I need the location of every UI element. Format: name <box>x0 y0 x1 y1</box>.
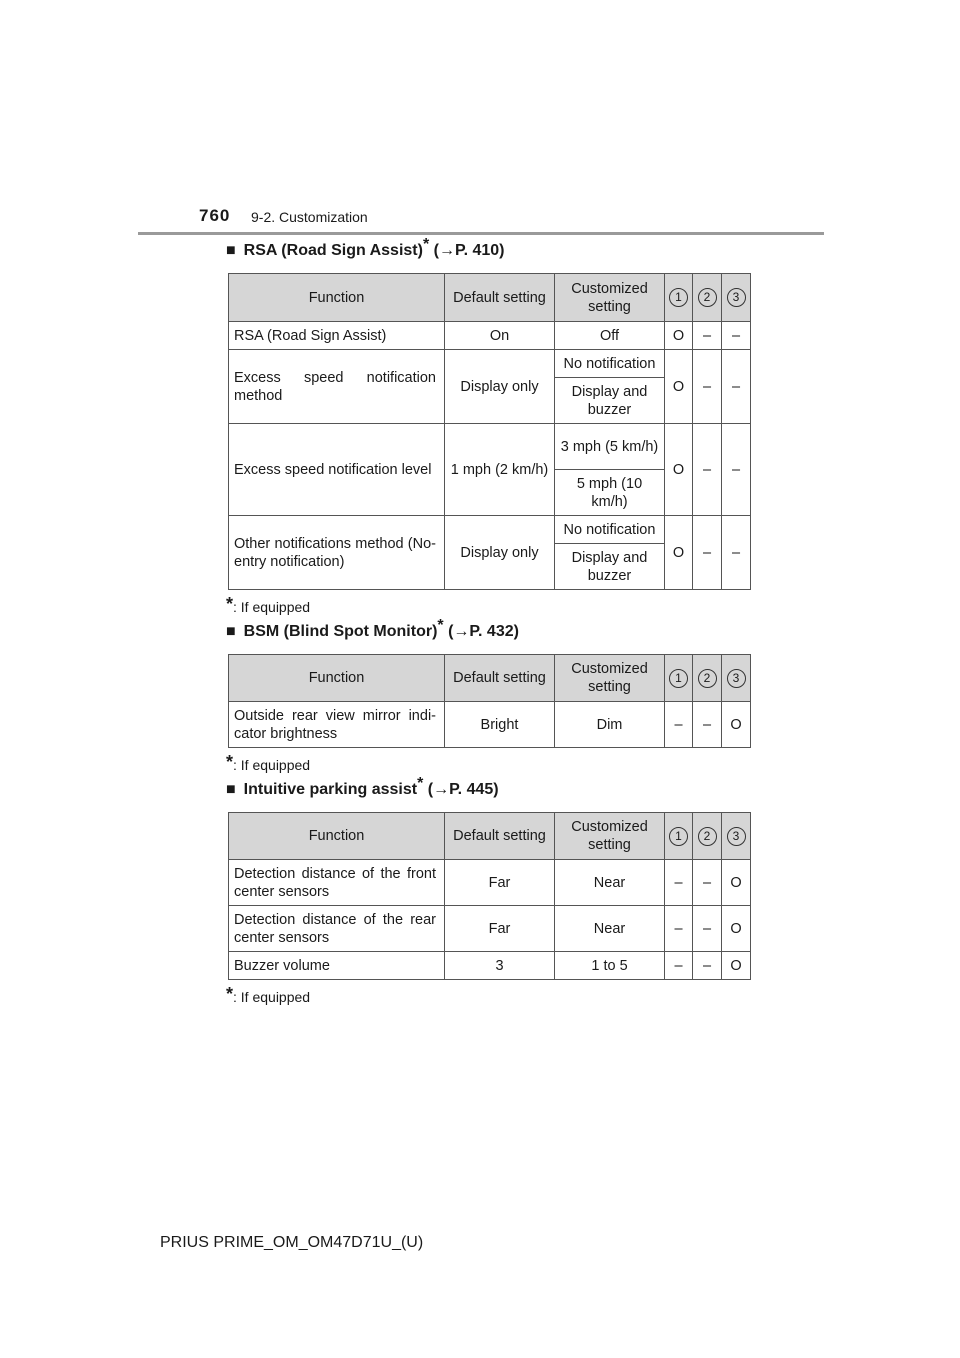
ipa-title: Intuitive parking assist <box>243 781 418 798</box>
square-bullet-icon: ■ <box>226 623 236 640</box>
function-cell: Excess speed notification method <box>229 350 445 424</box>
rsa-heading <box>226 236 505 260</box>
default-cell: Display only <box>445 516 555 590</box>
asterisk-mark: * <box>226 984 234 1004</box>
ipa-table <box>228 812 751 980</box>
circled-3-icon: 3 <box>727 288 746 307</box>
function-cell: Detection distance of the rear center sensors <box>229 906 445 952</box>
circled-2-icon: 2 <box>698 827 717 846</box>
circled-2-icon: 2 <box>698 288 717 307</box>
default-cell: Far <box>445 906 555 952</box>
table-row <box>229 516 751 544</box>
rsa-title: RSA (Road Sign Assist) <box>243 242 423 259</box>
custom-cell: Off <box>555 322 665 350</box>
circled-1-icon: 1 <box>669 827 688 846</box>
mark-cell-1: – <box>665 702 693 748</box>
header-divider <box>138 232 824 235</box>
asterisk-mark: * <box>417 775 424 792</box>
asterisk-mark: * <box>437 617 444 634</box>
circled-2-icon: 2 <box>698 669 717 688</box>
rsa-footnote: *: If equipped <box>226 594 311 615</box>
mark-cell-2: – <box>693 424 722 516</box>
function-cell: Excess speed notification level <box>229 424 445 516</box>
col-default: Default setting <box>445 274 555 322</box>
rsa-page-ref[interactable]: (→P. 410) <box>429 242 505 259</box>
col-function: Function <box>229 274 445 322</box>
mark-cell-1: – <box>665 860 693 906</box>
table-header-row <box>229 813 751 860</box>
table-row <box>229 350 751 378</box>
square-bullet-icon: ■ <box>226 781 236 798</box>
custom-cell: Near <box>555 860 665 906</box>
col-customized: Customized setting <box>555 655 665 702</box>
default-cell: 3 <box>445 952 555 980</box>
function-cell: RSA (Road Sign Assist) <box>229 322 445 350</box>
default-cell: Display only <box>445 350 555 424</box>
col-default: Default setting <box>445 655 555 702</box>
col-default: Default setting <box>445 813 555 860</box>
mark-cell-3: – <box>722 322 751 350</box>
col-function: Function <box>229 655 445 702</box>
mark-cell-3: O <box>722 952 751 980</box>
col-function: Function <box>229 813 445 860</box>
function-cell: Detection distance of the front center sensors <box>229 860 445 906</box>
circled-3-icon: 3 <box>727 827 746 846</box>
mark-cell-1: O <box>665 424 693 516</box>
page-number: 760 <box>199 206 231 225</box>
bsm-footnote: *: If equipped <box>226 752 311 773</box>
mark-cell-2: – <box>693 906 722 952</box>
mark-cell-3: O <box>722 702 751 748</box>
mark-cell-2: – <box>693 350 722 424</box>
ipa-heading <box>226 775 499 799</box>
mark-cell-3: O <box>722 860 751 906</box>
col-customized: Customized setting <box>555 274 665 322</box>
function-cell: Other notifications method (No-entry notification) <box>229 516 445 590</box>
function-cell: Buzzer volume <box>229 952 445 980</box>
bsm-table <box>228 654 751 748</box>
section-title: 9-2. Customization <box>251 209 368 225</box>
default-cell: Far <box>445 860 555 906</box>
table-row <box>229 702 751 748</box>
square-bullet-icon: ■ <box>226 242 236 259</box>
asterisk-mark: * <box>422 236 430 253</box>
mark-cell-2: – <box>693 322 722 350</box>
table-row <box>229 322 751 350</box>
table-header-row <box>229 655 751 702</box>
mark-cell-1: O <box>665 350 693 424</box>
mark-cell-2: – <box>693 860 722 906</box>
table-row <box>229 906 751 952</box>
custom-cell: No notification <box>555 350 665 378</box>
mark-cell-1: O <box>665 516 693 590</box>
custom-cell: No notification <box>555 516 665 544</box>
default-cell: 1 mph (2 km/h) <box>445 424 555 516</box>
mark-cell-2: – <box>693 702 722 748</box>
circled-1-icon: 1 <box>669 669 688 688</box>
mark-cell-3: – <box>722 516 751 590</box>
custom-cell: Near <box>555 906 665 952</box>
mark-cell-3: O <box>722 906 751 952</box>
circled-3-icon: 3 <box>727 669 746 688</box>
table-row <box>229 424 751 470</box>
mark-cell-2: – <box>693 952 722 980</box>
circled-1-icon: 1 <box>669 288 688 307</box>
default-cell: Bright <box>445 702 555 748</box>
custom-cell: 1 to 5 <box>555 952 665 980</box>
col-customized: Customized setting <box>555 813 665 860</box>
mark-cell-1: O <box>665 322 693 350</box>
custom-cell: Display and buzzer <box>555 544 665 590</box>
ipa-footnote: *: If equipped <box>226 984 311 1005</box>
mark-cell-3: – <box>722 350 751 424</box>
ipa-page-ref[interactable]: (→P. 445) <box>423 781 499 798</box>
bsm-page-ref[interactable]: (→P. 432) <box>443 623 519 640</box>
table-row <box>229 952 751 980</box>
mark-cell-1: – <box>665 952 693 980</box>
custom-cell: 3 mph (5 km/h) <box>555 424 665 470</box>
mark-cell-3: – <box>722 424 751 516</box>
custom-cell: 5 mph (10 km/h) <box>555 470 665 516</box>
table-header-row <box>229 274 751 322</box>
asterisk-mark: * <box>226 594 234 614</box>
document-id: PRIUS PRIME_OM_OM47D71U_(U) <box>160 1234 424 1251</box>
asterisk-mark: * <box>226 752 234 772</box>
custom-cell: Display and buzzer <box>555 378 665 424</box>
bsm-heading <box>226 617 519 641</box>
default-cell: On <box>445 322 555 350</box>
function-cell: Outside rear view mirror indi-cator brightness <box>229 702 445 748</box>
bsm-title: BSM (Blind Spot Monitor) <box>243 623 438 640</box>
rsa-table <box>228 273 751 590</box>
custom-cell: Dim <box>555 702 665 748</box>
table-row <box>229 860 751 906</box>
mark-cell-1: – <box>665 906 693 952</box>
mark-cell-2: – <box>693 516 722 590</box>
